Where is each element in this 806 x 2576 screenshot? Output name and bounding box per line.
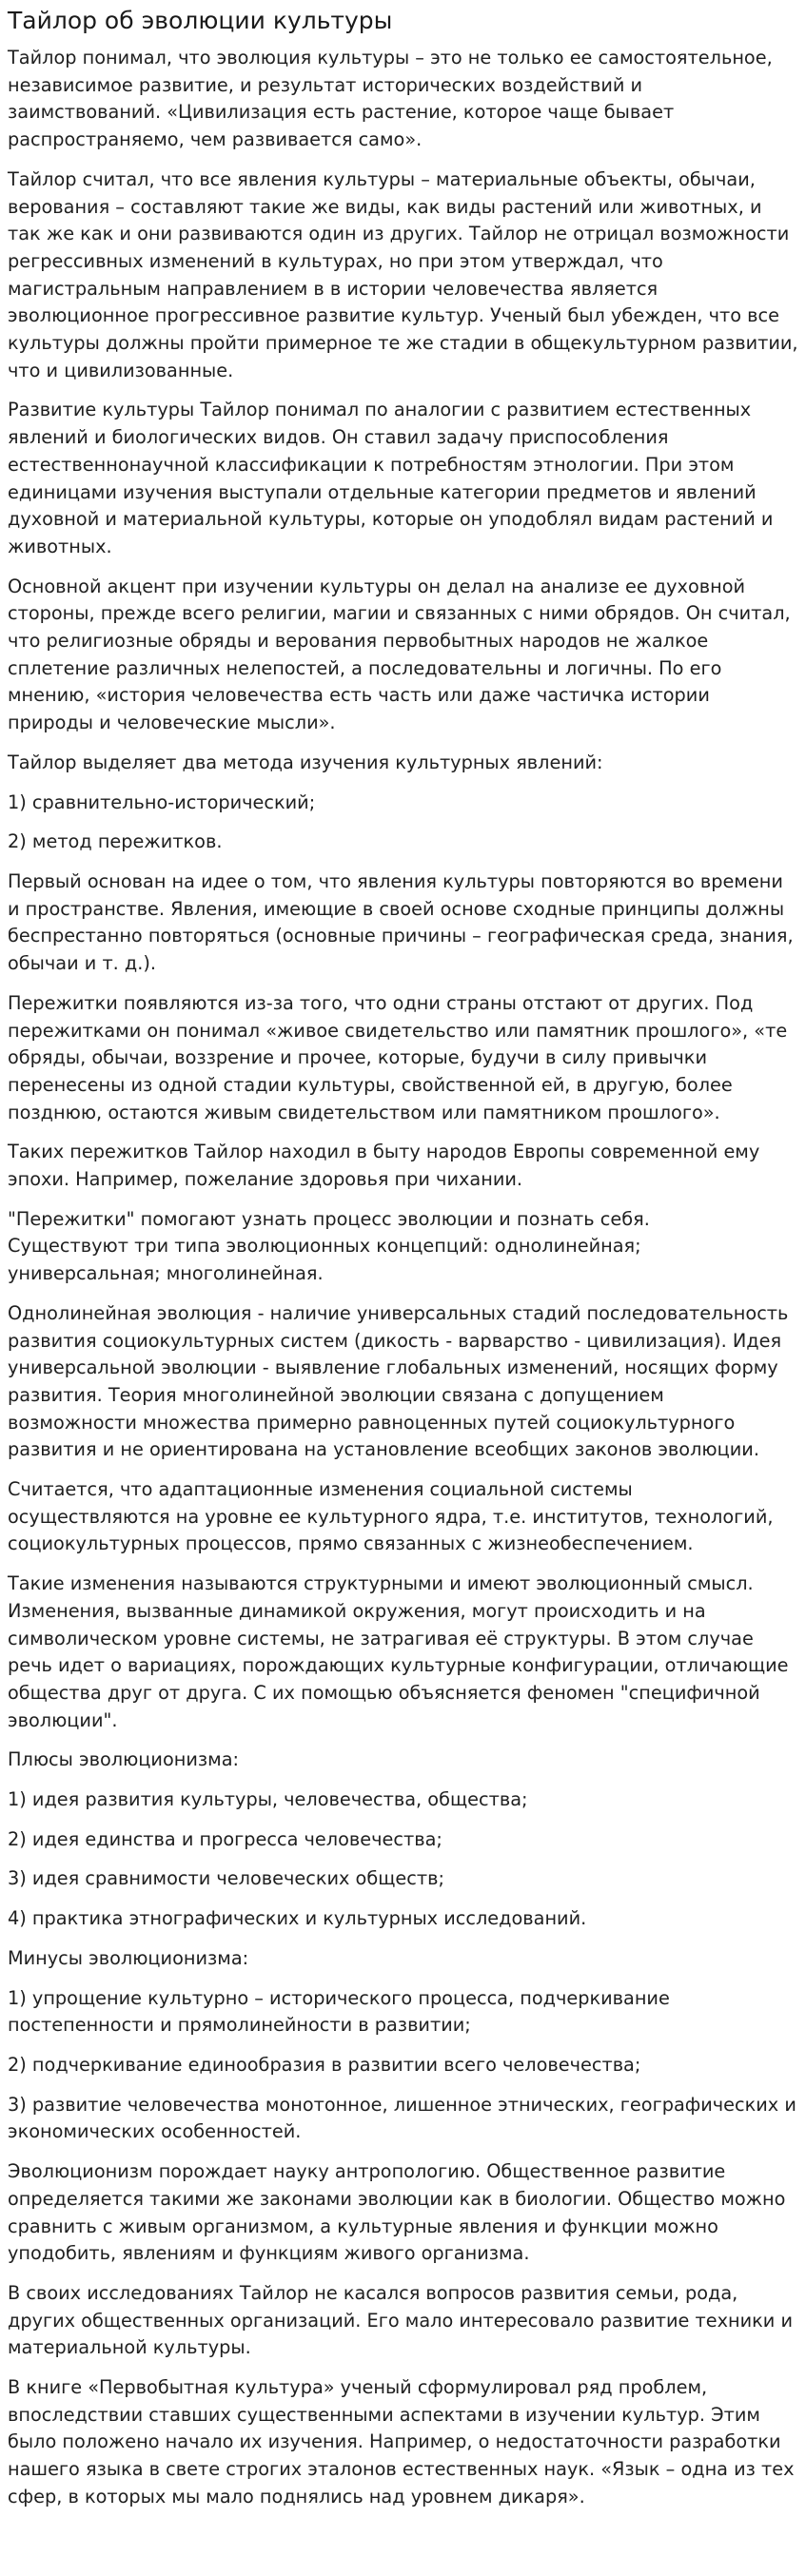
section-heading-cons: Минусы эволюционизма: (8, 1946, 249, 1969)
article-title: Тайлор об эволюции культуры (8, 7, 393, 34)
paragraph: "Пережитки" помогают узнать процесс эволюции и познать себя. Существуют три типа эволюционных концепций: однолинейная; универсальная; многолинейная. (8, 1207, 650, 1285)
paragraph: Считается, что адаптационные изменения социальной системы осуществляются на уровне ее культурного ядра, т.е. институтов, технологий, социокультурных процессов, прямо связанных с жизнеобеспечением. (8, 1478, 774, 1555)
paragraph: Эволюционизм порождает науку антропологию. Общественное развитие определяется такими же законами эволюции как в биологии. Общество можно сравнить с живым организмом, а культурные явления и функции можно уподобить, явлениям и функциям живого организма. (8, 2160, 786, 2265)
paragraph: Однолинейная эволюция - наличие универсальных стадий последовательность развития социокультурных систем (дикость - варварство - цивилизация). Идея универсальной эволюции - выявление глобальных изменений, носящих форму развития. Теория многолинейной эволюции связана с допущением возможности множества примерно равноценных путей социокультурного развития и не ориентирована на установление всеобщих законов эволюции. (8, 1301, 789, 1461)
paragraph: Тайлор понимал, что эволюция культуры – это не только ее самостоятельное, независимое развитие, и результат исторических воздействий и заимствований. «Цивилизация есть растение, которое чаще бывает распространяемо, чем развивается само». (8, 47, 773, 151)
list-item: 2) идея единства и прогресса человечества; (8, 1827, 442, 1850)
paragraph: В своих исследованиях Тайлор не касался вопросов развития семьи, рода, других общественных организаций. Его мало интересовало развитие техники и материальной культуры. (8, 2281, 793, 2359)
list-item: 2) метод пережитков. (8, 830, 223, 853)
paragraph: Такие изменения называются структурными и имеют эволюционный смысл. Изменения, вызванные динамикой окружения, могут происходить и на символическом уровне системы, не затрагивая её структуры. В этом случае речь идет о вариациях, порождающих культурные конфигурации, отличающие общества друг от друга. С их помощью объясняется феномен "специфичной эволюции". (8, 1572, 789, 1731)
paragraph: Таких пережитков Тайлор находил в быту народов Европы современной ему эпохи. Например, пожелание здоровья при чихании. (8, 1141, 760, 1191)
paragraph: Тайлор считал, что все явления культуры – материальные объекты, обычаи, верования – составляют такие же виды, как виды растений или животных, и так же как и они развиваются один из других. Тайлор не отрицал возможности регрессивных изменений в культурах, но при этом утверждал, что магистральным направлением в в истории человечества является эволюционное прогрессивное развитие культур. Ученый был убежден, что все культуры должны пройти примерное те же стадии в общекультурном развитии, что и цивилизованные. (8, 167, 798, 381)
list-item: 1) сравнительно-исторический; (8, 790, 316, 813)
article-body (8, 45, 798, 2511)
list-item: 4) практика этнографических и культурных исследований. (8, 1907, 587, 1930)
paragraph: Тайлор выделяет два метода изучения культурных явлений: (8, 751, 603, 773)
paragraph: Первый основан на идее о том, что явления культуры повторяются во времени и пространстве. Явления, имеющие в своей основе сходные принципы должны беспрестанно повторяться (основные причины – географическая среда, знания, обычаи и т. д.). (8, 869, 794, 975)
list-item: 1) упрощение культурно – исторического процесса, подчеркивание постепенности и прямолинейности в развитии; (8, 1986, 670, 2037)
paragraph: Развитие культуры Тайлор понимал по аналогии с развитием естественных явлений и биологических видов. Он ставил задачу приспособления естественнонаучной классификации к потребностям этнологии. При этом единицами изучения выступали отдельные категории предметов и явлений духовной и материальной культуры, которые он уподоблял видам растений и животных. (8, 399, 774, 557)
list-item: 3) идея сравнимости человеческих обществ; (8, 1867, 444, 1890)
section-heading-pros: Плюсы эволюционизма: (8, 1748, 240, 1771)
list-item: 2) подчеркивание единообразия в развитии всего человечества; (8, 2054, 641, 2076)
paragraph: Основной акцент при изучении культуры он делал на анализе ее духовной стороны, прежде всего религии, магии и связанных с ними обрядов. Он считал, что религиозные обряды и верования первобытных народов не жалкое сплетение различных нелепостей, а последовательны и логичны. По его мнению, «история человечества есть часть или даже частичка истории природы и человеческие мысли». (8, 575, 791, 734)
paragraph: В книге «Первобытная культура» ученый сформулировал ряд проблем, впоследствии ставших существенными аспектами в изучении культур. Этим было положено начало их изучения. Например, о недостаточности разработки нашего языка в свете строгих эталонов естественных наук. «Язык – одна из тех сфер, в которых мы мало поднялись над уровнем дикаря». (8, 2376, 795, 2508)
paragraph: Пережитки появляются из-за того, что одни страны отстают от других. Под пережитками он понимал «живое свидетельство или памятник прошлого», «те обряды, обычаи, воззрение и прочее, которые, будучи в силу привычки перенесены из одной стадии культуры, свойственной ей, в другую, более позднюю, остаются живым свидетельством или памятником прошлого». (8, 991, 788, 1123)
list-item: 1) идея развития культуры, человечества, общества; (8, 1788, 528, 1811)
list-item: 3) развитие человечества монотонное, лишенное этнических, географических и экономических особенностей. (8, 2093, 796, 2143)
